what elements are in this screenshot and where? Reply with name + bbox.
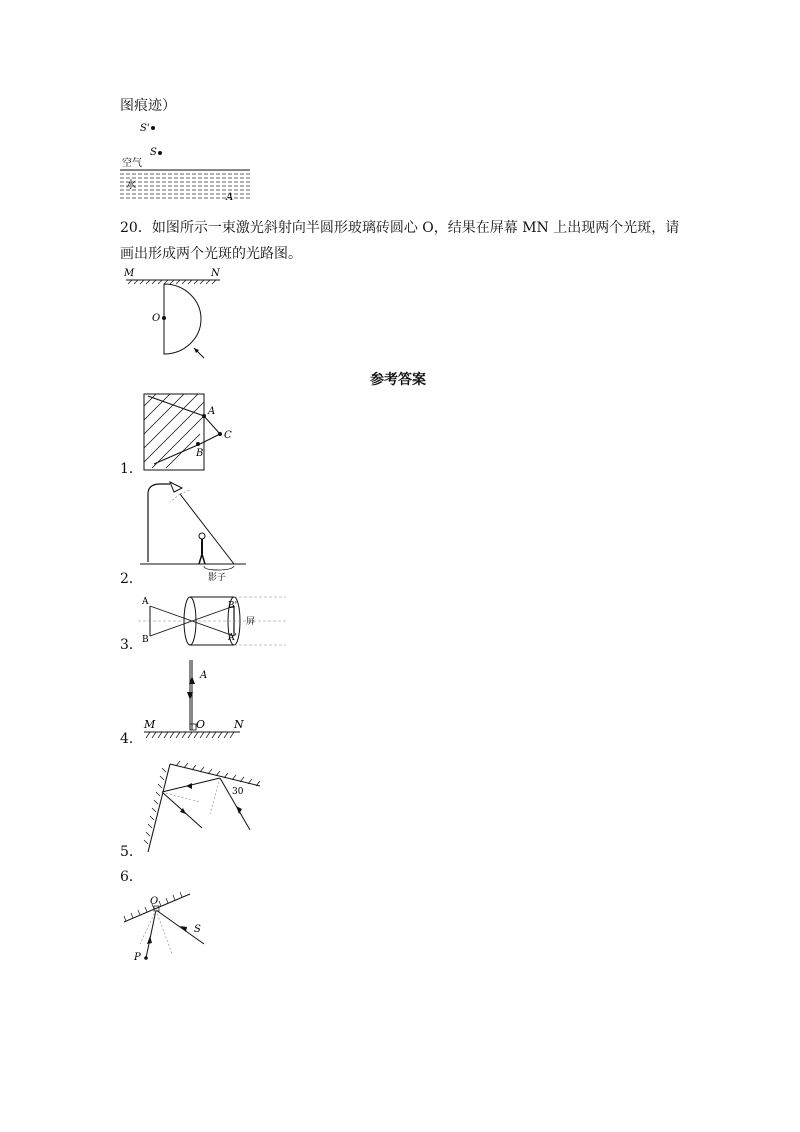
- text-fragment: 图痕迹）: [120, 98, 176, 114]
- answer-4-number: 4．: [120, 731, 143, 747]
- label-n: N: [211, 268, 220, 279]
- label-b-img: B': [228, 601, 238, 611]
- label-m: M: [144, 718, 156, 731]
- label-o: O: [152, 313, 161, 324]
- arrow-incident: [180, 926, 187, 932]
- label-angle: 30: [232, 787, 244, 797]
- label-b: B: [196, 448, 204, 459]
- figure-19-svg: [118, 118, 258, 208]
- answer-1-figure: [140, 392, 240, 472]
- mirror-top-hatch: [176, 761, 260, 786]
- point-b: [196, 442, 200, 446]
- lamp: [170, 482, 182, 492]
- answer-3-number: 3．: [120, 637, 143, 653]
- label-m: M: [124, 268, 135, 279]
- question-20-line2: 画出形成两个光斑的光路图。: [120, 246, 302, 262]
- mirror-left: [148, 764, 170, 852]
- reflected-ray-p: [146, 910, 156, 958]
- label-a: A: [142, 597, 149, 607]
- label-air: 空气: [122, 158, 142, 169]
- person-head: [199, 533, 205, 539]
- mirror-hatch: [146, 732, 234, 738]
- incident-ray: [220, 778, 250, 830]
- label-n: N: [234, 718, 244, 731]
- answers-title: 参考答案: [370, 372, 426, 388]
- normal-line: [156, 910, 172, 954]
- answer-5-number: 5．: [120, 844, 143, 860]
- answer-6-figure: [120, 888, 220, 968]
- ray-cb: [200, 434, 220, 444]
- figure-20-svg: [124, 266, 224, 376]
- question-20-line1: 20．如图所示一束激光斜射向半圆形玻璃砖圆心 O，结果在屏幕 MN 上出现两个光斑，请: [120, 220, 680, 236]
- ray-ac: [204, 416, 220, 434]
- point-p: [144, 956, 148, 960]
- label-s: S: [194, 924, 201, 935]
- mirror-top: [170, 764, 260, 786]
- answer-5-figure: [140, 756, 270, 856]
- label-o: O: [196, 718, 206, 731]
- label-a-water: A: [226, 192, 234, 203]
- label-a: A: [200, 670, 208, 681]
- point-a: [202, 414, 206, 418]
- mirror-left-hatch: [144, 768, 166, 844]
- label-c: C: [224, 430, 232, 441]
- lamp-post: [148, 484, 170, 562]
- shadow-brace: [204, 566, 234, 570]
- point-s: [158, 151, 162, 155]
- label-s: S: [150, 147, 157, 158]
- label-water: 水: [126, 180, 136, 191]
- ray-a: [148, 396, 204, 416]
- label-s-prime: S': [140, 123, 150, 134]
- answer-2-figure: [140, 478, 260, 583]
- answer-4-figure: [140, 656, 250, 746]
- normal-1: [210, 778, 220, 814]
- center-o: [162, 316, 166, 320]
- answer-6-number: 6．: [120, 869, 143, 885]
- label-p: P: [134, 952, 141, 963]
- semicircle-glass: [164, 284, 201, 354]
- answer-3-figure: [138, 592, 288, 652]
- arrow-reflected: [147, 936, 152, 944]
- screen-hatch: [128, 280, 216, 284]
- point-s-prime: [151, 126, 155, 130]
- answer-1-number: 1．: [120, 461, 143, 477]
- answer-2-number: 2．: [120, 571, 143, 587]
- point-c: [218, 432, 222, 436]
- label-b: B: [142, 635, 149, 645]
- ray-b: [154, 444, 200, 464]
- light-ray: [180, 494, 234, 564]
- label-a: A: [208, 406, 216, 417]
- label-o: O: [150, 896, 159, 907]
- label-a-img: A': [228, 633, 237, 643]
- label-screen: 屏: [246, 617, 256, 627]
- label-shadow: 影子: [208, 573, 227, 583]
